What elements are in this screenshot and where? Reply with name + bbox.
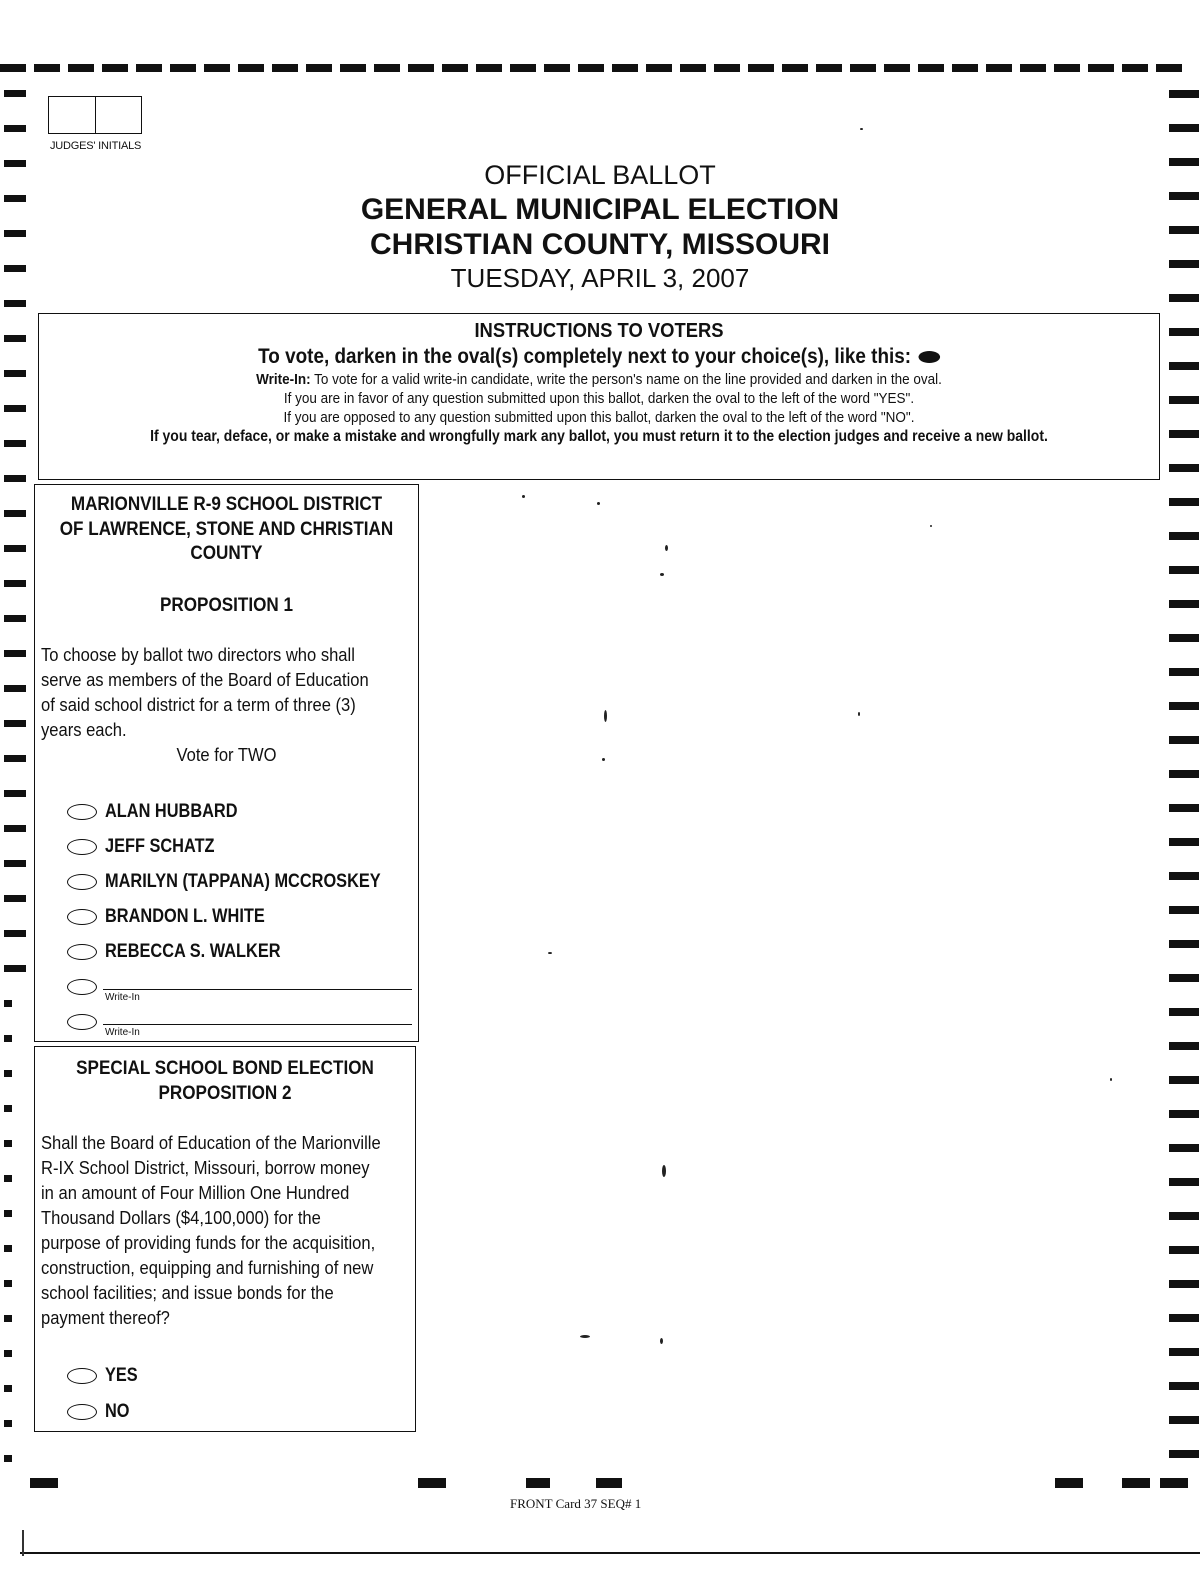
ballot-header	[300, 160, 900, 293]
writein-label: Write-In	[105, 992, 140, 1003]
timing-mark	[204, 64, 230, 72]
timing-mark	[782, 64, 808, 72]
judges-initials-label: JUDGES' INITIALS	[50, 140, 142, 152]
timing-mark	[4, 790, 26, 797]
timing-mark	[1169, 1348, 1199, 1356]
timing-mark	[4, 1070, 12, 1077]
judges-initials-box[interactable]	[48, 96, 142, 134]
timing-mark	[1169, 464, 1199, 472]
timing-mark	[1169, 838, 1199, 846]
timing-mark	[476, 64, 502, 72]
candidate-name: REBECCA S. WALKER	[105, 941, 281, 962]
timing-mark	[1169, 600, 1199, 608]
proposition-text-line: Thousand Dollars ($4,100,000) for the	[41, 1208, 321, 1228]
timing-mark	[646, 64, 672, 72]
candidate-choice[interactable]	[67, 871, 426, 893]
yes-choice[interactable]	[67, 1365, 143, 1387]
vote-oval-icon[interactable]	[67, 1404, 97, 1420]
timing-mark	[1169, 430, 1199, 438]
left-timing-marks	[0, 90, 30, 1490]
candidate-choice[interactable]	[67, 836, 232, 858]
timing-mark	[4, 650, 26, 657]
timing-mark	[4, 685, 26, 692]
timing-mark	[4, 510, 26, 517]
timing-mark	[442, 64, 468, 72]
timing-mark	[1169, 396, 1199, 404]
proposition-text-line: R-IX School District, Missouri, borrow money	[41, 1158, 370, 1178]
timing-mark	[0, 64, 26, 72]
timing-mark	[1169, 226, 1199, 234]
timing-mark	[4, 230, 26, 237]
timing-mark	[4, 895, 26, 902]
timing-mark	[4, 755, 26, 762]
candidate-name: ALAN HUBBARD	[105, 801, 238, 822]
right-timing-marks	[1165, 90, 1200, 1490]
timing-mark	[1169, 906, 1199, 914]
timing-mark	[1054, 64, 1080, 72]
timing-mark	[850, 64, 876, 72]
vote-oval-icon[interactable]	[67, 804, 97, 820]
timing-mark	[816, 64, 842, 72]
contest-proposition-2	[34, 1046, 416, 1432]
timing-mark	[1169, 294, 1199, 302]
timing-mark	[272, 64, 298, 72]
timing-mark	[4, 720, 26, 727]
timing-mark	[1169, 498, 1199, 506]
timing-mark	[4, 90, 26, 97]
vote-oval-icon[interactable]	[67, 909, 97, 925]
proposition-text-line: in an amount of Four Million One Hundred	[41, 1183, 350, 1203]
no-label: NO	[105, 1401, 130, 1422]
card-footer: FRONT Card 37 SEQ# 1	[510, 1496, 642, 1511]
timing-mark	[170, 64, 196, 72]
proposition-text-line: payment thereof?	[41, 1308, 170, 1328]
timing-mark	[952, 64, 978, 72]
instructions-tear: If you tear, deface, or make a mistake and wrongfully mark any ballot, you must return it to the election judges and receive a new ballot.	[150, 428, 1048, 445]
timing-mark	[714, 64, 740, 72]
yes-label: YES	[105, 1365, 138, 1386]
timing-mark	[4, 965, 26, 972]
timing-mark	[1169, 1178, 1199, 1186]
timing-mark	[4, 1035, 12, 1042]
vote-oval-icon[interactable]	[67, 874, 97, 890]
timing-mark	[1169, 90, 1199, 98]
timing-mark	[1169, 1450, 1199, 1458]
timing-mark	[408, 64, 434, 72]
timing-mark	[1169, 1076, 1199, 1084]
contest-title-line: OF LAWRENCE, STONE AND CHRISTIAN	[59, 518, 394, 540]
proposition-text-line: To choose by ballot two directors who shall	[41, 645, 355, 665]
timing-mark	[1169, 532, 1199, 540]
timing-mark	[1169, 362, 1199, 370]
timing-mark	[136, 64, 162, 72]
contest-title-line: COUNTY	[190, 543, 263, 565]
vote-oval-icon[interactable]	[67, 944, 97, 960]
timing-mark	[4, 545, 26, 552]
timing-mark	[4, 195, 26, 202]
timing-mark	[1020, 64, 1046, 72]
timing-mark	[612, 64, 638, 72]
page-edge-line	[20, 1552, 1200, 1554]
candidate-choice[interactable]	[67, 801, 259, 823]
timing-mark	[1169, 1042, 1199, 1050]
filled-oval-example-icon	[918, 351, 940, 363]
timing-mark	[68, 64, 94, 72]
vote-oval-icon[interactable]	[67, 979, 97, 995]
timing-mark	[4, 1455, 12, 1462]
vote-oval-icon[interactable]	[67, 839, 97, 855]
candidate-name: BRANDON L. WHITE	[105, 906, 265, 927]
timing-mark	[4, 370, 26, 377]
candidate-name: MARILYN (TAPPANA) MCCROSKEY	[105, 871, 381, 892]
timing-mark	[578, 64, 604, 72]
timing-mark	[4, 475, 26, 482]
timing-mark	[1169, 192, 1199, 200]
timing-mark	[680, 64, 706, 72]
timing-mark	[1169, 974, 1199, 982]
timing-mark	[1156, 64, 1182, 72]
timing-mark	[4, 300, 26, 307]
timing-mark	[1122, 64, 1148, 72]
page-edge-tick	[22, 1530, 24, 1556]
timing-mark	[510, 64, 536, 72]
bottom-timing-marks	[0, 1478, 1200, 1488]
judges-initial-cell[interactable]	[96, 96, 143, 134]
timing-mark	[918, 64, 944, 72]
timing-mark	[4, 1000, 12, 1007]
proposition-text-line: school facilities; and issue bonds for the	[41, 1283, 334, 1303]
instructions-opposed: If you are opposed to any question submitted upon this ballot, darken the oval to the left of the word "NO".	[283, 409, 915, 426]
timing-mark	[4, 1140, 12, 1147]
writein-line[interactable]	[103, 989, 412, 990]
timing-mark	[1169, 124, 1199, 132]
contest-title: SPECIAL SCHOOL BOND ELECTION	[76, 1058, 374, 1079]
candidate-choice[interactable]	[67, 906, 291, 928]
timing-mark	[1169, 1280, 1199, 1288]
timing-mark	[4, 335, 26, 342]
proposition-text-line: purpose of providing funds for the acquisition,	[41, 1233, 376, 1253]
timing-mark	[4, 160, 26, 167]
timing-mark	[4, 1175, 12, 1182]
candidate-choice[interactable]	[67, 941, 309, 963]
ballot-type: OFFICIAL BALLOT	[484, 160, 716, 190]
timing-mark	[884, 64, 910, 72]
timing-mark	[4, 1315, 12, 1322]
contest-title-line: MARIONVILLE R-9 SCHOOL DISTRICT	[70, 494, 383, 515]
writein-line[interactable]	[103, 1024, 412, 1025]
proposition-text-line: years each.	[41, 720, 127, 740]
timing-mark	[4, 440, 26, 447]
writein-label: Write-In	[105, 1027, 140, 1038]
timing-mark	[238, 64, 264, 72]
election-name: GENERAL MUNICIPAL ELECTION	[360, 192, 840, 226]
timing-mark	[1169, 1246, 1199, 1254]
timing-mark	[1169, 1110, 1199, 1118]
timing-mark	[4, 1280, 12, 1287]
proposition-heading: PROPOSITION 1	[159, 595, 294, 616]
timing-mark	[4, 930, 26, 937]
proposition-heading: PROPOSITION 2	[158, 1083, 292, 1104]
timing-mark	[1169, 940, 1199, 948]
timing-mark	[1169, 736, 1199, 744]
vote-oval-icon[interactable]	[67, 1368, 97, 1384]
timing-mark	[1169, 770, 1199, 778]
writein-instruction-label: Write-In:	[256, 371, 311, 388]
timing-mark	[4, 580, 26, 587]
timing-mark	[4, 405, 26, 412]
timing-mark	[748, 64, 774, 72]
county-name: CHRISTIAN COUNTY, MISSOURI	[369, 228, 831, 262]
top-timing-marks	[0, 64, 1200, 72]
timing-mark	[1169, 158, 1199, 166]
timing-mark	[4, 615, 26, 622]
timing-mark	[4, 1210, 12, 1217]
proposition-text-line: of said school district for a term of three (3)	[41, 695, 356, 715]
timing-mark	[1169, 1314, 1199, 1322]
timing-mark	[4, 825, 26, 832]
timing-mark	[1169, 872, 1199, 880]
timing-mark	[1088, 64, 1114, 72]
timing-mark	[1169, 1382, 1199, 1390]
writein-choice[interactable]	[67, 979, 412, 1005]
timing-mark	[986, 64, 1012, 72]
timing-mark	[102, 64, 128, 72]
contest-proposition-1	[34, 484, 419, 1042]
timing-mark	[1169, 702, 1199, 710]
timing-mark	[1169, 260, 1199, 268]
timing-mark	[1169, 804, 1199, 812]
instructions-title: INSTRUCTIONS TO VOTERS	[474, 320, 724, 342]
timing-mark	[4, 1245, 12, 1252]
timing-mark	[544, 64, 570, 72]
proposition-text-line: serve as members of the Board of Education	[41, 670, 369, 690]
timing-mark	[1169, 1008, 1199, 1016]
timing-mark	[1169, 566, 1199, 574]
timing-mark	[1169, 328, 1199, 336]
timing-mark	[1169, 1416, 1199, 1424]
timing-mark	[340, 64, 366, 72]
writein-choice[interactable]	[67, 1014, 412, 1040]
timing-mark	[4, 1350, 12, 1357]
instructions-favor: If you are in favor of any question submitted upon this ballot, darken the oval to the left of the word "YES".	[283, 390, 915, 407]
timing-mark	[4, 265, 26, 272]
instructions-main-text: To vote, darken in the oval(s) completely next to your choice(s), like this:	[258, 345, 912, 368]
vote-oval-icon[interactable]	[67, 1014, 97, 1030]
instructions-box	[38, 313, 1160, 480]
election-date: TUESDAY, APRIL 3, 2007	[450, 262, 750, 293]
timing-mark	[4, 860, 26, 867]
instructions-writein	[95, 371, 1103, 388]
judges-initial-cell[interactable]	[48, 96, 96, 134]
instructions-main	[95, 345, 1103, 369]
timing-mark	[374, 64, 400, 72]
timing-mark	[4, 1105, 12, 1112]
timing-mark	[1169, 668, 1199, 676]
proposition-text-line: Shall the Board of Education of the Marionville	[41, 1133, 381, 1153]
timing-mark	[4, 1420, 12, 1427]
writein-instruction-text: To vote for a valid write-in candidate, write the person's name on the line provided and darken in the oval.	[314, 371, 942, 388]
timing-mark	[34, 64, 60, 72]
timing-mark	[4, 1385, 12, 1392]
vote-for-instruction: Vote for TWO	[176, 745, 277, 765]
no-choice[interactable]	[67, 1401, 134, 1423]
timing-mark	[1169, 1212, 1199, 1220]
timing-mark	[306, 64, 332, 72]
timing-mark	[1169, 1144, 1199, 1152]
candidate-name: JEFF SCHATZ	[105, 836, 215, 857]
timing-mark	[4, 125, 26, 132]
timing-mark	[1169, 634, 1199, 642]
proposition-text-line: construction, equipping and furnishing of new	[41, 1258, 374, 1278]
